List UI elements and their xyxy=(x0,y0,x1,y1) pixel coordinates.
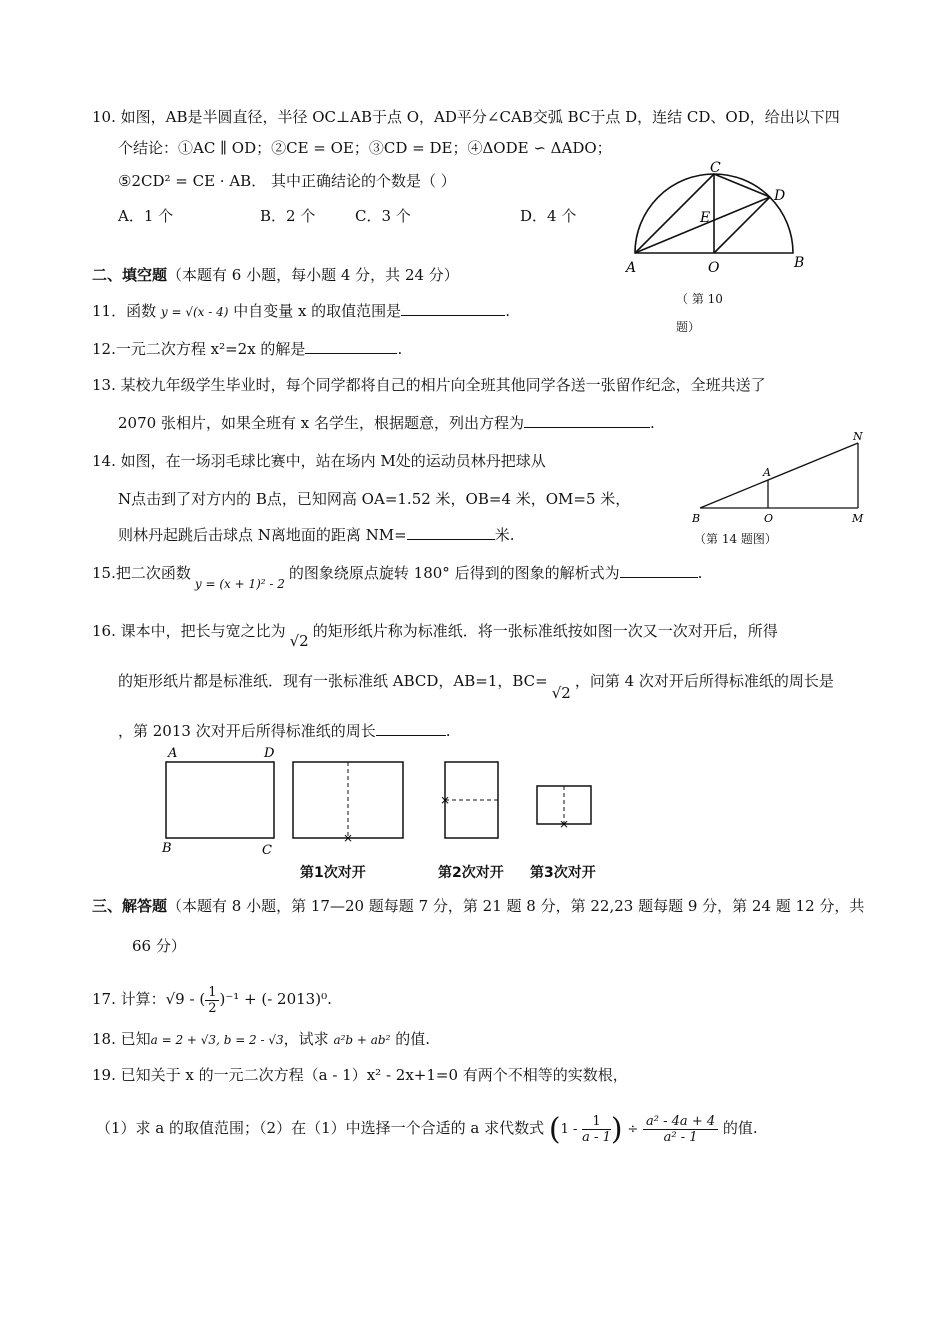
q11-prefix: 11．函数 xyxy=(92,302,161,320)
q16-label-d: D xyxy=(264,746,275,761)
q16-line3-text: ，第 2013 次对开后所得标准纸的周长 xyxy=(118,722,376,740)
q15-answer-blank[interactable] xyxy=(620,563,698,578)
q10-label-d: D xyxy=(774,188,786,204)
svg-text:×: × xyxy=(559,817,570,831)
section-2-desc: （本题有 6 小题，每小题 4 分，共 24 分） xyxy=(167,266,459,284)
q10-option-c: C．3 个 xyxy=(355,207,411,225)
q10-option-a: A．1 个 xyxy=(118,207,174,225)
q11-text: 中自变量 x 的取值范围是 xyxy=(228,302,402,320)
q10-line3: ⑤2CD² = CE · AB． 其中正确结论的个数是（ ） xyxy=(118,172,456,190)
q17 xyxy=(92,982,332,1016)
q19-divide: ÷ xyxy=(627,1121,639,1137)
q16-label-a: A xyxy=(168,746,178,761)
q16-caption-1: 第1次对开 xyxy=(300,865,366,881)
q10-option-b: B．2 个 xyxy=(260,207,316,225)
q19-f2-den: a² - 1 xyxy=(663,1130,698,1145)
q19-part-text: （1）求 a 的取值范围；（2）在（1）中选择一个合适的 a 求代数式 xyxy=(96,1119,545,1137)
q13-line2 xyxy=(118,412,655,434)
q14-label-o: O xyxy=(764,512,774,525)
q17-frac-den: 2 xyxy=(208,1000,217,1016)
q10-label-b: B xyxy=(794,255,805,271)
q14-text: 则林丹起跳后击球点 N离地面的距离 NM= xyxy=(118,526,407,544)
q11-formula: y = √(x - 4) xyxy=(160,305,229,319)
q14-caption: （第 14 题图） xyxy=(694,532,777,546)
q18-formula: a = 2 + √3, b = 2 - √3 xyxy=(150,1033,284,1047)
q16-label-c: C xyxy=(262,843,272,858)
q11-end: . xyxy=(505,302,510,320)
q10-semicircle-figure xyxy=(620,160,810,280)
section-3-title: 三、解答题 xyxy=(92,897,168,915)
svg-text:×: × xyxy=(343,831,354,845)
q10-option-d: D．4 个 xyxy=(520,207,577,225)
q10-line2: 个结论：①AC ∥ OD；②CE = OE；③CD = DE；④ΔODE ∽ ΔADO； xyxy=(118,139,612,157)
q10-label-a: A xyxy=(626,260,637,276)
q14-line1: 14. 如图，在一场羽毛球比赛中，站在场内 M处的运动员林丹把球从 xyxy=(92,452,546,470)
q11 xyxy=(92,300,510,323)
q14-line3 xyxy=(118,524,515,546)
q10-label-c: C xyxy=(710,160,721,176)
q19-fraction-2 xyxy=(643,1114,718,1145)
q16-sqrt2: √2 xyxy=(289,632,309,650)
q18-mid: ，试求 xyxy=(283,1030,334,1048)
q17-prefix: 17. 计算： xyxy=(92,990,166,1008)
q10-label-e: E xyxy=(700,210,711,226)
q19-line2 xyxy=(96,1108,758,1150)
section-3-desc: （本题有 8 小题，第 17—20 题每题 7 分，第 21 题 8 分，第 22,23 题每题 9 分，第 24 题 12 分，共 xyxy=(167,897,865,915)
svg-text:×: × xyxy=(440,793,451,807)
q19-f1-den: a - 1 xyxy=(582,1130,611,1145)
q19-fraction-1 xyxy=(582,1114,611,1145)
q16-line1-text: 的矩形纸片称为标准纸．将一张标准纸按如图一次又一次对开后，所得 xyxy=(312,622,778,640)
q19-suffix: 的值. xyxy=(722,1119,758,1137)
q10-caption-1: （ 第 10 xyxy=(676,292,723,306)
q12-end: . xyxy=(397,340,403,358)
q11-answer-blank[interactable] xyxy=(401,301,505,316)
q14-badminton-figure xyxy=(686,430,870,530)
q17-formula-b: )⁻¹ + (- 2013)⁰ xyxy=(219,990,328,1008)
q16-label-b: B xyxy=(162,841,172,856)
q14-unit: 米. xyxy=(494,526,515,544)
q16-bc-value: √2 xyxy=(551,684,571,702)
section-2-heading xyxy=(92,264,459,286)
q19-expression: (1 - $\frac{1}{a - 1}$ ) ÷ $\frac{\text{a² - 4a + 4}}{\text{a² - 1}}$ xyxy=(549,1109,718,1150)
q16-line2-text: ，问第 4 次对开后所得标准纸的周长是 xyxy=(574,672,834,690)
q19-f2-num: a² - 4a + 4 xyxy=(643,1114,718,1130)
q17-fraction xyxy=(205,985,219,1016)
q15-end: . xyxy=(697,564,703,582)
q14-label-a: A xyxy=(763,466,771,479)
section-3-heading xyxy=(92,895,864,917)
q16-line1-prefix: 16. 课本中，把长与宽之比为 xyxy=(92,622,286,640)
q14-line2: N点击到了对方内的 B点，已知网高 OA=1.52 米，OB=4 米，OM=5 米， xyxy=(118,490,631,508)
q18-prefix: 18. 已知 xyxy=(92,1030,151,1048)
q13-text: 2070 张相片，如果全班有 x 名学生，根据题意，列出方程为 xyxy=(118,414,524,432)
q16-end: . xyxy=(445,722,451,740)
q17-frac-num: 1 xyxy=(205,985,219,1001)
q10-line1: 10. 如图，AB是半圆直径，半径 OC⊥AB于点 O，AD平分∠CAB交弧 BC于点 D，连结 CD、OD，给出以下四 xyxy=(92,108,840,126)
q18 xyxy=(92,1028,430,1051)
q14-label-n: N xyxy=(853,430,863,443)
q13-line1: 13. 某校九年级学生毕业时，每个同学都将自己的相片向全班其他同学各送一张留作纪念，全班共送了 xyxy=(92,376,766,394)
q19-one-minus: 1 - xyxy=(560,1121,578,1137)
q13-end: . xyxy=(649,414,655,432)
q12 xyxy=(92,338,402,360)
q14-answer-blank[interactable] xyxy=(407,525,495,540)
q16-caption-3: 第3次对开 xyxy=(530,865,596,881)
q10-caption-2: 题） xyxy=(676,320,701,334)
q19-line1: 19. 已知关于 x 的一元二次方程（a - 1）x² - 2x+1=0 有两个不相等的实数根， xyxy=(92,1066,628,1084)
q10-label-o: O xyxy=(708,260,720,276)
q16-answer-blank[interactable] xyxy=(376,721,446,736)
q16-caption-2: 第2次对开 xyxy=(438,865,504,881)
q15-prefix: 15.把二次函数 xyxy=(92,564,191,582)
section-3-desc-2: 66 分） xyxy=(132,937,186,955)
q15 xyxy=(92,562,703,591)
q14-label-m: M xyxy=(852,512,864,525)
q16-line1 xyxy=(92,620,778,650)
q15-text: 的图象绕原点旋转 180° 后得到的图象的解析式为 xyxy=(288,564,620,582)
q16-line2-prefix: 的矩形纸片都是标准纸．现有一张标准纸 ABCD，AB=1，BC= xyxy=(118,672,548,690)
q12-text: 12.一元二次方程 x²=2x 的解是 xyxy=(92,340,306,358)
q18-suffix: 的值. xyxy=(390,1030,430,1048)
q17-end: . xyxy=(327,990,332,1008)
q18-expression: a²b + ab² xyxy=(333,1033,391,1047)
section-2-title: 二、填空题 xyxy=(92,266,168,284)
q13-answer-blank[interactable] xyxy=(524,413,650,428)
q14-label-b: B xyxy=(692,512,701,525)
q15-formula: y = (x + 1)² - 2 xyxy=(194,577,285,591)
q16-line3 xyxy=(118,720,451,742)
q16-line2 xyxy=(118,670,834,702)
q17-formula-a: √9 - ( xyxy=(165,990,206,1008)
q12-answer-blank[interactable] xyxy=(305,339,397,354)
q19-f1-num: 1 xyxy=(582,1114,611,1130)
